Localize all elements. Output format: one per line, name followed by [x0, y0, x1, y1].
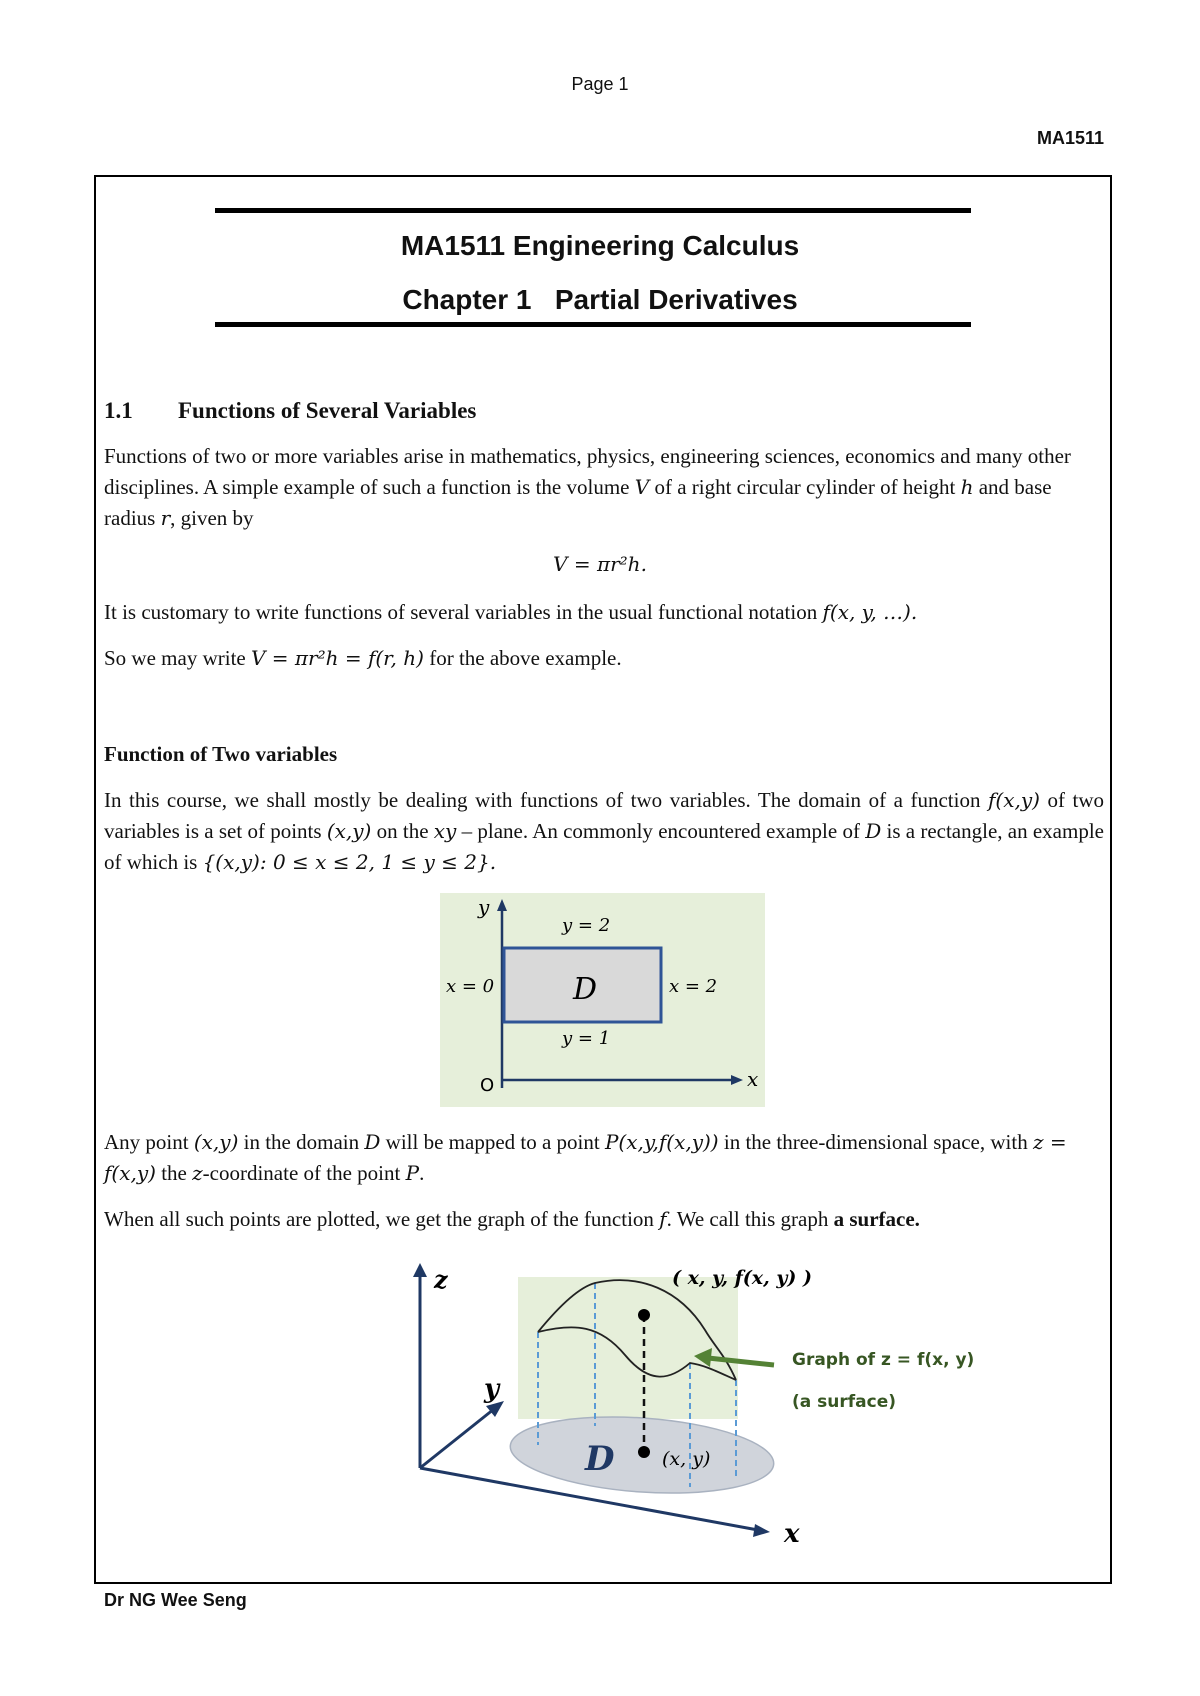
domain-paragraph: In this course, we shall mostly be dealing with functions of two variables. The domain of a function f(x,y) of two variables is a set of points (x,y) on the xy – plane. An commonly encountered example of D is a rectangle, an example of which is {(x,y): 0 ≤ x ≤ 2, 1 ≤ y ≤ 2}. [104, 788, 1104, 874]
chapter-title: Chapter 1 Partial Derivatives [402, 284, 798, 315]
figure2-z-arrowhead [413, 1263, 427, 1277]
intro-paragraph: Functions of two or more variables arise in mathematics, physics, engineering sciences, economics and many other disciplines. A simple example of such a function is the volume V of a right circular cylinder of height h and base radius r, given by [104, 444, 1071, 530]
region-d-label: D [573, 972, 598, 1007]
figure2-x-label: x [784, 1519, 800, 1549]
label-x-equals-2: x = 2 [669, 976, 718, 997]
label-y-equals-2: y = 2 [562, 915, 611, 936]
domain-point-label: (x, y) [662, 1448, 711, 1470]
figure1-x-label: x [747, 1067, 759, 1091]
figure2-z-label: z [434, 1265, 448, 1294]
label-x-equals-0: x = 0 [446, 976, 495, 997]
section-heading [104, 398, 476, 424]
figure1-y-label: y [478, 895, 490, 919]
surface-point [638, 1309, 650, 1321]
mapping-paragraph: Any point (x,y) in the domain D will be mapped to a point P(x,y,f(x,y)) in the three-dimensional space, with z = f(x,y) the z-coordinate of the point P. [104, 1130, 1067, 1185]
section-title: Functions of Several Variables [178, 398, 477, 423]
surface-graph-figure [400, 1255, 1010, 1560]
domain-point [638, 1446, 650, 1458]
figure1-origin-label: O [480, 1075, 495, 1096]
domain-d-label: D [585, 1439, 615, 1479]
example-paragraph: So we may write V = πr²h = f(r, h) for the above example. [104, 646, 622, 670]
surface-note: (a surface) [792, 1392, 897, 1412]
surface-point-label: ( x, y, f(x, y) ) [672, 1267, 812, 1289]
label-y-equals-1: y = 1 [562, 1028, 611, 1049]
surface-paragraph: When all such points are plotted, we get the graph of the function f. We call this graph a surface. [104, 1207, 920, 1231]
figure2-y-axis [420, 1409, 494, 1468]
figure2-x-arrowhead [753, 1524, 770, 1537]
subheading-two-variables: Function of Two variables [104, 742, 338, 766]
title-rule-top [215, 208, 971, 213]
domain-rectangle-figure [440, 893, 765, 1107]
volume-equation: V = πr²h. [553, 552, 647, 576]
surface-background [518, 1277, 738, 1419]
course-title: MA1511 Engineering Calculus [400, 230, 800, 261]
page-number: Page 1 [571, 74, 629, 94]
notation-paragraph: It is customary to write functions of several variables in the usual functional notation f(x, y, …). [104, 600, 918, 624]
author-footer: Dr NG Wee Seng [104, 1590, 247, 1610]
title-rule-bottom [215, 322, 971, 327]
section-number: 1.1 [104, 398, 133, 423]
graph-label: Graph of z = f(x, y) [792, 1350, 975, 1370]
figure2-y-label: y [484, 1374, 500, 1404]
course-code-header: MA1511 [1036, 128, 1104, 148]
